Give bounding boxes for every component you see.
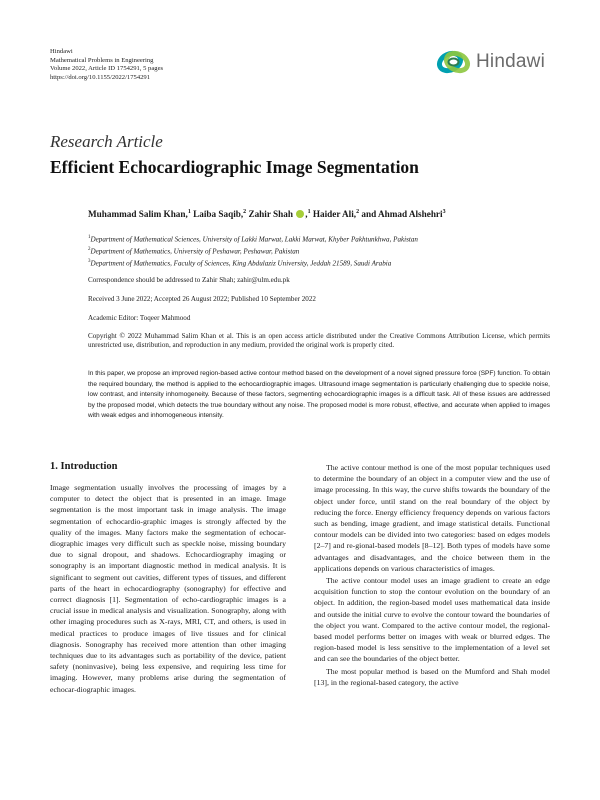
copyright-notice: Copyright © 2022 Muhammad Salim Khan et al. This is an open access article distributed under the Creative Commons Attribution License, which permits unrestricted use, distribution, and reproduction in any medium, provided the original work is properly cited. [88,332,550,350]
volume-line: Volume 2022, Article ID 1754291, 5 pages [50,65,164,73]
article-title: Efficient Echocardiographic Image Segmentation [50,157,419,177]
author-name[interactable]: Haider Ali, [312,209,357,220]
author-name[interactable]: Muhammad Salim Khan, [88,209,188,220]
hindawi-logo-mark-icon [436,46,472,78]
section-heading: 1. Introduction [50,461,118,472]
article-type: Research Article [50,132,163,151]
author-affiliation-marker: 1 [187,209,191,215]
affiliations [88,233,550,268]
author-affiliation-marker: 3 [442,209,446,215]
paragraph: The most popular method is based on the Mumford and Shah model [13], in the regional-based category, the active [314,666,550,687]
hindawi-logo [436,46,556,80]
author-affiliation-marker: 1 [307,209,311,215]
correspondence: Correspondence should be addressed to Zahir Shah; zahir@ulm.edu.pk [88,276,290,284]
author-name[interactable]: Laiba Saqib, [193,209,244,220]
paragraph: The active contour method is one of the most popular techniques used to determine the boundary of an object in a computer view and the use of image processing. In this way, the curve shifts towards the boundary of the object under force, until stand on the real boundary of the object by reducing the force. Energy efficiency frequency depends on various factors such as bending, image gradient, and image statistical details. Functional contour models can be divided into two categories: based on edges models [2–7] and re-gional-based models [8–12]. Both types of models have some advantages and disadvantages, and the choice between them in the applications depends on various characteristics of images. [314,463,550,573]
publisher-name: Hindawi [50,48,73,55]
doi-link[interactable]: https://doi.org/10.1155/2022/1754291 [50,73,151,81]
body-column-right [314,462,550,688]
affiliation-item: $^2$Department of Mathematics, University of Peshawar, Peshawar, Pakistan [88,246,300,256]
author-affiliation-marker: 2 [243,209,247,215]
body-column-left [50,482,286,695]
author-affiliation-marker: 2 [356,209,360,215]
paragraph: The active contour model uses an image gradient to create an edge acquisition function to stop the contour evolution on the boundary of an object. In addition, the region-based model uses mathematical data inside and outside the initial curve to evolve the contour toward the boundaries of the object you want. Compared to the active contour model, the regional-based model performs better on images with weak or blurred edges. The region-based model is less sensitive to the implementation of a level set and can see the boundaries of the object better. [314,576,550,664]
journal-meta [50,48,163,82]
abstract: In this paper, we propose an improved region-based active contour method based on the development of a novel signed pressure force (SPF) function. To obtain the required boundary, the method is applied to the echocardiographic images. Ultrasound image segmentation is particularly challenging due to speckle noise, low contrast, and intensity inhomogeneity. Because of these factors, segmenting echocardiographic images is a difficult task. All of these issues are addressed by the proposed model, which detects the true boundary without any noise. The proposed model is more robust, effective, and accurate when applied to images with weak edges and inhomogeneous intensity. [88,370,550,420]
affiliation-item: $^3$Department of Mathematics, Faculty of Sciences, King Abdulaziz University, Jeddah 21589, Saudi Arabia [88,258,392,267]
hindawi-logo-text: Hindawi [476,51,545,72]
author-name[interactable]: and Ahmad Alshehri [361,209,443,220]
journal-name: Mathematical Problems in Engineering [50,56,154,64]
publication-dates: Received 3 June 2022; Accepted 26 August 2022; Published 10 September 2022 [88,295,316,303]
paragraph: Image segmentation usually involves the processing of images by a computer to detect the object that is presented in an image. Image segmentation is the most important task in image analysis. The image segmentation of echocardio-graphic images is strongly affected by the quality of the images. Many factors make the segmentation of echocar-diographic images very difficult such as speckle noise, missing boundary due to signal dropout, and shadows. Echocardiography imaging or sonography is an important diagnostic method in medical analysis. It is significant to segment out cavities, different types of tissues, and different parts of the heart in echocardiography (sonography) for effective and correct diagnosis [1]. Segmentation of echo-cardiographic images is a crucial issue in medical analysis and visualization. Sonography, along with other imaging procedures such as X-rays, MRI, CT, and others, is used in medical practices to produce images of live tissues and for clinical diagnosis. Sonography has received more attention than other imaging techniques due to its advantages such as portability of the device, patient safety (noninvasive), being less expensive, and requiring less time for imaging. However, many problems arise during the segmentation of echocar-diographic images. [50,483,286,694]
author-name[interactable]: Zahir Shah [248,209,293,220]
orcid-icon[interactable] [296,210,304,218]
academic-editor: Academic Editor: Toqeer Mahmood [88,314,191,322]
author-list: Muhammad Salim Khan,$^1$ Laiba Saqib,$^2$ Zahir Shah ,$^1$ Haider Ali,$^2$ and Ahmad Alshehri$^3$ [88,209,446,220]
affiliation-item: $^1$Department of Mathematical Sciences, University of Lakki Marwat, Lakki Marwat, Khyber Pakhtunkhwa, Pakistan [88,235,418,244]
